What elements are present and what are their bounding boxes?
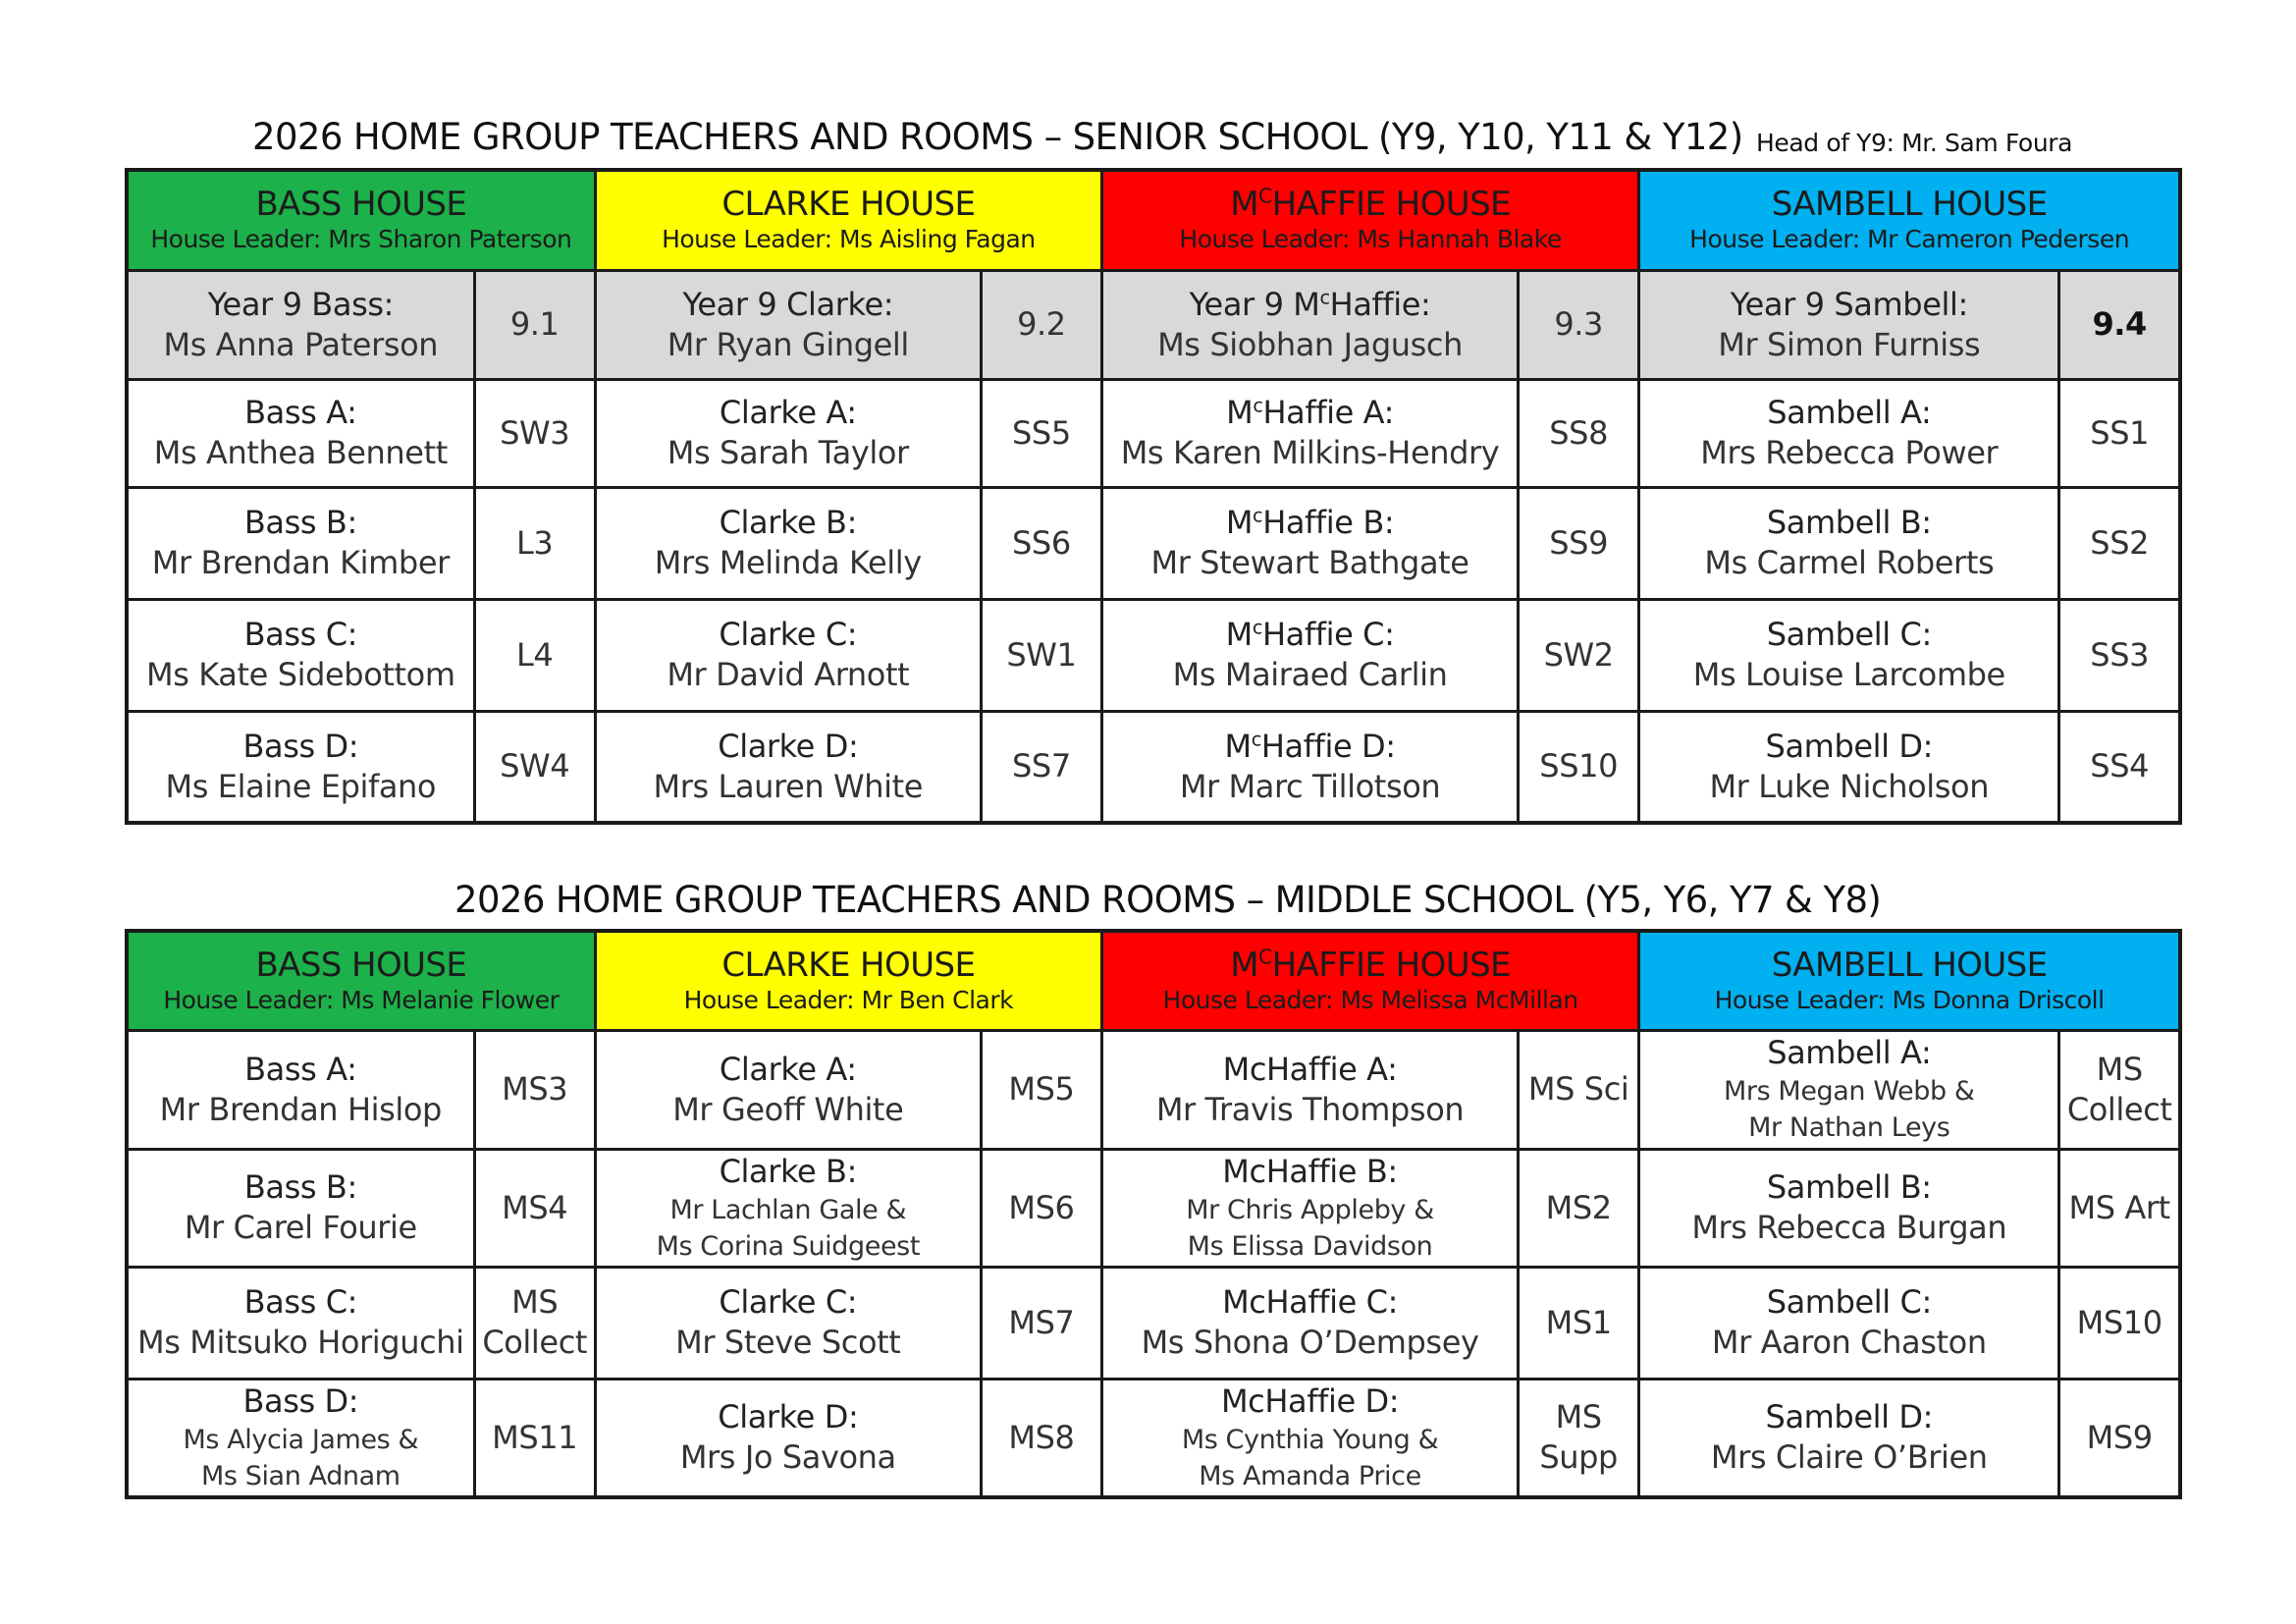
group-cell: Clarke A: Ms Sarah Taylor bbox=[595, 379, 981, 487]
group-cell: Sambell D: Mrs Claire O’Brien bbox=[1639, 1379, 2059, 1497]
room-cell: SS6 bbox=[981, 487, 1101, 599]
group-cell: Sambell A: Mrs Megan Webb & Mr Nathan Leys bbox=[1639, 1030, 2059, 1149]
group-cell: Year 9 Clarke: Mr Ryan Gingell bbox=[595, 270, 981, 379]
house-name: $M^CHAFFIE$ HOUSE bbox=[1230, 184, 1511, 225]
head-of-year9-note: Head of Y9: Mr. Sam Foura bbox=[1756, 129, 2073, 157]
group-cell: Clarke C: Mr David Arnott bbox=[595, 599, 981, 711]
group-cell: Bass B: Mr Brendan Kimber bbox=[127, 487, 474, 599]
room-cell: L4 bbox=[474, 599, 595, 711]
room-cell: MS4 bbox=[474, 1149, 595, 1267]
house-leader: House Leader: Mr Ben Clark bbox=[683, 985, 1014, 1014]
room-cell: 9.2 bbox=[981, 270, 1101, 379]
group-cell: McHaffie B: Mr Chris Appleby & Ms Elissa Davidson bbox=[1101, 1149, 1518, 1267]
middle-school-table bbox=[125, 929, 2182, 1499]
house-name: BASS HOUSE bbox=[255, 945, 467, 985]
group-cell: Year 9 Sambell: Mr Simon Furniss bbox=[1639, 270, 2059, 379]
group-cell: Sambell C: Ms Louise Larcombe bbox=[1639, 599, 2059, 711]
room-cell: MS1 bbox=[1519, 1267, 1639, 1379]
room-cell: SS3 bbox=[2059, 599, 2180, 711]
room-cell: SS7 bbox=[981, 711, 1101, 823]
group-cell: McHaffie A: Mr Travis Thompson bbox=[1101, 1030, 1518, 1149]
group-cell: Sambell C: Mr Aaron Chaston bbox=[1639, 1267, 2059, 1379]
room-cell: SS5 bbox=[981, 379, 1101, 487]
group-cell: $M^cHaffie$ B: Mr Stewart Bathgate bbox=[1101, 487, 1518, 599]
group-cell: McHaffie D: Ms Cynthia Young & Ms Amanda Price bbox=[1101, 1379, 1518, 1497]
group-cell: Bass D: Ms Elaine Epifano bbox=[127, 711, 474, 823]
house-leader: House Leader: Ms Donna Driscoll bbox=[1714, 985, 2105, 1014]
room-cell: 9.3 bbox=[1519, 270, 1639, 379]
house-leader: House Leader: Mrs Sharon Paterson bbox=[150, 225, 572, 254]
group-cell: Clarke D: Mrs Jo Savona bbox=[595, 1379, 981, 1497]
senior-house-bass bbox=[127, 170, 595, 270]
group-cell: Sambell B: Ms Carmel Roberts bbox=[1639, 487, 2059, 599]
room-cell: 9.4 bbox=[2059, 270, 2180, 379]
room-cell: MS5 bbox=[981, 1030, 1101, 1149]
room-cell: MS Supp bbox=[1519, 1379, 1639, 1497]
room-cell: MS Collect bbox=[2059, 1030, 2180, 1149]
room-cell: MS8 bbox=[981, 1379, 1101, 1497]
house-name: CLARKE HOUSE bbox=[721, 945, 976, 985]
group-cell: Sambell A: Mrs Rebecca Power bbox=[1639, 379, 2059, 487]
senior-title: 2026 HOME GROUP TEACHERS AND ROOMS – SENIOR SCHOOL (Y9, Y10, Y11 & Y12) bbox=[252, 116, 1743, 158]
house-name: BASS HOUSE bbox=[255, 185, 467, 225]
senior-school-table bbox=[125, 168, 2182, 825]
group-cell: McHaffie C: Ms Shona O’Dempsey bbox=[1101, 1267, 1518, 1379]
group-cell: Bass B: Mr Carel Fourie bbox=[127, 1149, 474, 1267]
group-cell: Sambell B: Mrs Rebecca Burgan bbox=[1639, 1149, 2059, 1267]
room-cell: L3 bbox=[474, 487, 595, 599]
middle-house-clarke bbox=[595, 931, 1101, 1030]
group-cell: Clarke C: Mr Steve Scott bbox=[595, 1267, 981, 1379]
room-cell: MS7 bbox=[981, 1267, 1101, 1379]
group-cell: Clarke B: Mrs Melinda Kelly bbox=[595, 487, 981, 599]
room-cell: SS4 bbox=[2059, 711, 2180, 823]
group-cell: Bass C: Ms Kate Sidebottom bbox=[127, 599, 474, 711]
house-name: $M^CHAFFIE$ HOUSE bbox=[1230, 945, 1511, 985]
room-cell: MS10 bbox=[2059, 1267, 2180, 1379]
room-cell: SS8 bbox=[1519, 379, 1639, 487]
room-cell: SW4 bbox=[474, 711, 595, 823]
senior-house-mchaffie bbox=[1101, 170, 1638, 270]
senior-house-sambell bbox=[1639, 170, 2180, 270]
senior-house-clarke bbox=[595, 170, 1101, 270]
house-name: SAMBELL HOUSE bbox=[1771, 185, 2048, 225]
house-leader: House Leader: Ms Aisling Fagan bbox=[662, 225, 1036, 254]
house-leader: House Leader: Ms Hannah Blake bbox=[1179, 225, 1562, 254]
room-cell: MS3 bbox=[474, 1030, 595, 1149]
house-leader: House Leader: Ms Melissa McMillan bbox=[1162, 985, 1578, 1014]
group-cell: Bass D: Ms Alycia James & Ms Sian Adnam bbox=[127, 1379, 474, 1497]
room-cell: MS2 bbox=[1519, 1149, 1639, 1267]
house-name: SAMBELL HOUSE bbox=[1771, 945, 2048, 985]
group-cell: $M^cHaffie$ C: Ms Mairaed Carlin bbox=[1101, 599, 1518, 711]
group-cell: Bass A: Ms Anthea Bennett bbox=[127, 379, 474, 487]
middle-house-mchaffie bbox=[1101, 931, 1638, 1030]
group-cell: Clarke A: Mr Geoff White bbox=[595, 1030, 981, 1149]
group-cell: Clarke B: Mr Lachlan Gale & Ms Corina Suidgeest bbox=[595, 1149, 981, 1267]
middle-house-sambell bbox=[1639, 931, 2180, 1030]
house-leader: House Leader: Ms Melanie Flower bbox=[163, 985, 560, 1014]
group-cell: Bass C: Ms Mitsuko Horiguchi bbox=[127, 1267, 474, 1379]
group-cell: Bass A: Mr Brendan Hislop bbox=[127, 1030, 474, 1149]
room-cell: SS2 bbox=[2059, 487, 2180, 599]
house-leader: House Leader: Mr Cameron Pedersen bbox=[1689, 225, 2130, 254]
group-cell: Clarke D: Mrs Lauren White bbox=[595, 711, 981, 823]
middle-house-bass bbox=[127, 931, 595, 1030]
middle-title: 2026 HOME GROUP TEACHERS AND ROOMS – MIDDLE SCHOOL (Y5, Y6, Y7 & Y8) bbox=[454, 879, 1882, 921]
room-cell: MS Art bbox=[2059, 1149, 2180, 1267]
room-cell: SW3 bbox=[474, 379, 595, 487]
room-cell: SS1 bbox=[2059, 379, 2180, 487]
group-cell: Sambell D: Mr Luke Nicholson bbox=[1639, 711, 2059, 823]
group-cell: Year 9 $M^cHaffie$: Ms Siobhan Jagusch bbox=[1101, 270, 1518, 379]
room-cell: MS Sci bbox=[1519, 1030, 1639, 1149]
room-cell: MS Collect bbox=[474, 1267, 595, 1379]
room-cell: 9.1 bbox=[474, 270, 595, 379]
room-cell: MS9 bbox=[2059, 1379, 2180, 1497]
house-name: CLARKE HOUSE bbox=[721, 185, 976, 225]
group-cell: $M^cHaffie$ D: Mr Marc Tillotson bbox=[1101, 711, 1518, 823]
group-cell: Year 9 Bass: Ms Anna Paterson bbox=[127, 270, 474, 379]
room-cell: SS9 bbox=[1519, 487, 1639, 599]
room-cell: SS10 bbox=[1519, 711, 1639, 823]
room-cell: MS11 bbox=[474, 1379, 595, 1497]
room-cell: MS6 bbox=[981, 1149, 1101, 1267]
room-cell: SW1 bbox=[981, 599, 1101, 711]
room-cell: SW2 bbox=[1519, 599, 1639, 711]
group-cell: $M^cHaffie$ A: Ms Karen Milkins-Hendry bbox=[1101, 379, 1518, 487]
